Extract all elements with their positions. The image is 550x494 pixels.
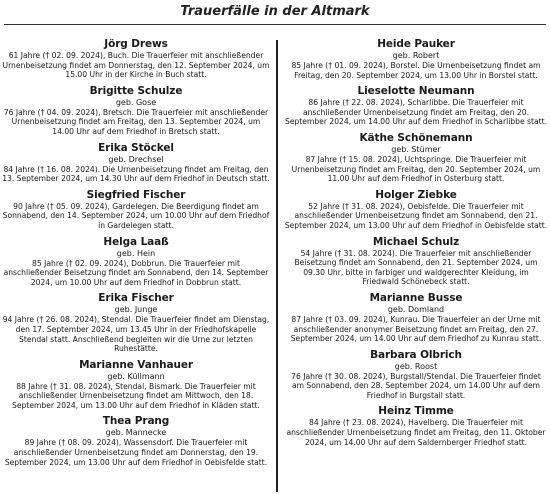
obituary-text: 52 Jahre († 31. 08. 2024), Oebisfelde. Die Trauerfeier mit anschließender Urnenbeisetzung findet am Sonnabend, den 21. September 2024, um 13.00 Uhr auf dem Friedhof in Oebisfelde statt. — [284, 201, 548, 230]
deceased-name: Michael Schulz — [372, 235, 460, 248]
deceased-name: Helga Laaß — [103, 235, 169, 248]
page-title: Trauerfälle in der Altmark — [180, 4, 370, 19]
deceased-name: Erika Fischer — [98, 292, 174, 305]
obituary-text: 85 Jahre († 02. 09. 2024), Dobbrun. Die Trauerfeier mit anschließender Beisetzung findet am Sonnabend, den 14. September 2024, um 10.00 Uhr auf dem Friedhof in Dobbrun statt. — [3, 258, 269, 287]
obituary-entry — [0, 85, 272, 137]
obituary-entry — [282, 405, 550, 447]
birth-name: geb. Hein — [116, 248, 156, 258]
column-divider — [276, 40, 278, 492]
right-column — [282, 38, 550, 452]
obituary-entry — [0, 415, 272, 467]
obituary-entry — [0, 189, 272, 231]
obituary-text: 88 Jahre († 31. 08. 2024), Stendal, Bismark. Die Trauerfeier mit anschließender Urnenbeisetzung findet am Mittwoch, den 18. September 2024, um 13.00 Uhr auf dem Friedhof in Kläden statt. — [12, 381, 260, 410]
deceased-name: Käthe Schönemann — [359, 131, 473, 144]
left-column — [0, 38, 272, 472]
obituary-entry — [0, 292, 272, 353]
obituary-entry — [0, 142, 272, 184]
deceased-name: Barbara Olbrich — [370, 348, 462, 361]
obituary-entry — [282, 349, 550, 401]
deceased-name: Heide Pauker — [377, 38, 455, 50]
birth-name: geb. Domland — [387, 304, 445, 314]
obituary-entry — [0, 38, 272, 80]
header-divider — [4, 24, 546, 25]
obituary-text: 61 Jahre († 02. 09. 2024), Buch. Die Trauerfeier mit anschließender Urnenbeisetzung findet am Donnerstag, den 12. September 2024, um 15.00 Uhr in der Kirche in Buch statt. — [2, 51, 270, 80]
obituary-text: 54 Jahre († 31. 08. 2024). Die Trauerfeier mit anschließender Beisetzung findet am Sonnabend, den 21. September 2024, um 09.30 Uhr, bitte in farbiger und waldgerechter Kleidung, im Friedwald Schönebeck statt. — [294, 248, 538, 287]
deceased-name: Siegfried Fischer — [86, 188, 186, 201]
obituary-entry — [282, 292, 550, 344]
header — [0, 0, 550, 28]
obituary-text: 85 Jahre († 01. 09. 2024), Borstel. Die Urnenbeisetzung findet am Freitag, den 20. September 2024, um 13.00 Uhr in Borstel statt. — [291, 61, 541, 80]
obituary-entry — [0, 359, 272, 411]
deceased-name: Heinz Timme — [378, 405, 454, 418]
birth-name: geb. Junge — [114, 305, 158, 315]
obituary-text: 94 Jahre († 26. 08. 2024), Stendal. Die Trauerfeier findet am Dienstag, den 17. September 2024, um 13.45 Uhr in der Friedhofskapelle Stendal statt. Anschließend begleiten wir die Urne zur letzten Ruhestätte. — [2, 315, 270, 354]
deceased-name: Erika Stöckel — [98, 141, 174, 154]
deceased-name: Marianne Busse — [369, 291, 463, 304]
deceased-name: Thea Prang — [102, 415, 170, 428]
obituary-text: 76 Jahre († 30. 08. 2024), Burgstall/Stendal. Die Trauerfeier findet am Sonnabend, den 28. September 2024, um 14.00 Uhr auf dem Friedhof in Burgstall statt. — [291, 371, 541, 400]
obituary-text: 84 Jahre († 23. 08. 2024), Havelberg. Die Trauerfeier mit anschließender Urnenbeisetzung findet am Freitag, den 11. Oktober 2024, um 14.00 Uhr auf dem Saldernberger Friedhof statt. — [286, 418, 546, 447]
obituary-entry — [282, 38, 550, 80]
birth-name: geb. Stümer — [391, 144, 441, 154]
obituary-text: 86 Jahre († 22. 08. 2024), Scharlibbe. Die Trauerfeier mit anschließender Urnenbeisetzung findet am Freitag, den 20. September 2024, um 14.00 Uhr auf dem Friedhof in Scharlibbe statt. — [285, 98, 547, 127]
birth-name: geb. Drechsel — [108, 154, 164, 164]
obituary-text: 84 Jahre († 16. 08. 2024). Die Urnenbeisetzung findet am Freitag, den 13. September 2024, um 14.30 Uhr auf dem Friedhof in Deutsch statt. — [2, 164, 270, 184]
obituary-text: 89 Jahre († 08. 09. 2024), Wassensdorf. Die Trauerfeier mit anschließender Urnenbeisetzung findet am Donnerstag, den 19. September 2024, um 13.00 Uhr auf dem Friedhof in Oebisfelde statt. — [4, 438, 268, 467]
obituary-text: 87 Jahre († 15. 08. 2024), Uchtspringe. Die Trauerfeier mit Urnenbeisetzung findet am Freitag, den 20. September 2024, um 11.00 Uhr auf dem Friedhof in Osterburg statt. — [291, 154, 541, 184]
obituary-entry — [282, 132, 550, 184]
deceased-name: Lieselotte Neumann — [357, 85, 475, 98]
obituary-entry — [282, 189, 550, 231]
deceased-name: Holger Ziebke — [375, 188, 457, 201]
obituary-entry — [0, 236, 272, 288]
birth-name: geb. Gose — [115, 97, 157, 107]
birth-name: geb. Robert — [392, 51, 440, 60]
obituary-entry — [282, 236, 550, 287]
obituary-entry — [282, 85, 550, 127]
birth-name: geb. Mannecke — [105, 428, 167, 438]
obituary-text: 87 Jahre († 03. 09. 2024), Kunrau. Die Trauerfeier an der Urne mit anschließender anonymer Beisetzung findet am Freitag, den 27. September 2024, um 14.00 Uhr auf dem Friedhof zu Kunrau statt. — [290, 314, 542, 344]
birth-name: geb. Roost — [394, 361, 438, 371]
obituary-text: 90 Jahre († 05. 09. 2024), Gardelegen. Die Beerdigung findet am Sonnabend, den 14. September 2024, um 10.00 Uhr auf dem Friedhof in Gardelegen statt. — [2, 201, 270, 230]
deceased-name: Marianne Vanhauer — [79, 358, 193, 371]
deceased-name: Jörg Drews — [104, 38, 168, 50]
birth-name: geb. Küllmann — [107, 371, 165, 381]
deceased-name: Brigitte Schulze — [89, 84, 183, 97]
obituary-text: 76 Jahre († 04. 09. 2024), Bretsch. Die Trauerfeier mit anschließender Urnenbeisetzung findet am Freitag, den 13. September 2024, um 14.00 Uhr auf dem Friedhof in Bretsch statt. — [3, 107, 269, 136]
